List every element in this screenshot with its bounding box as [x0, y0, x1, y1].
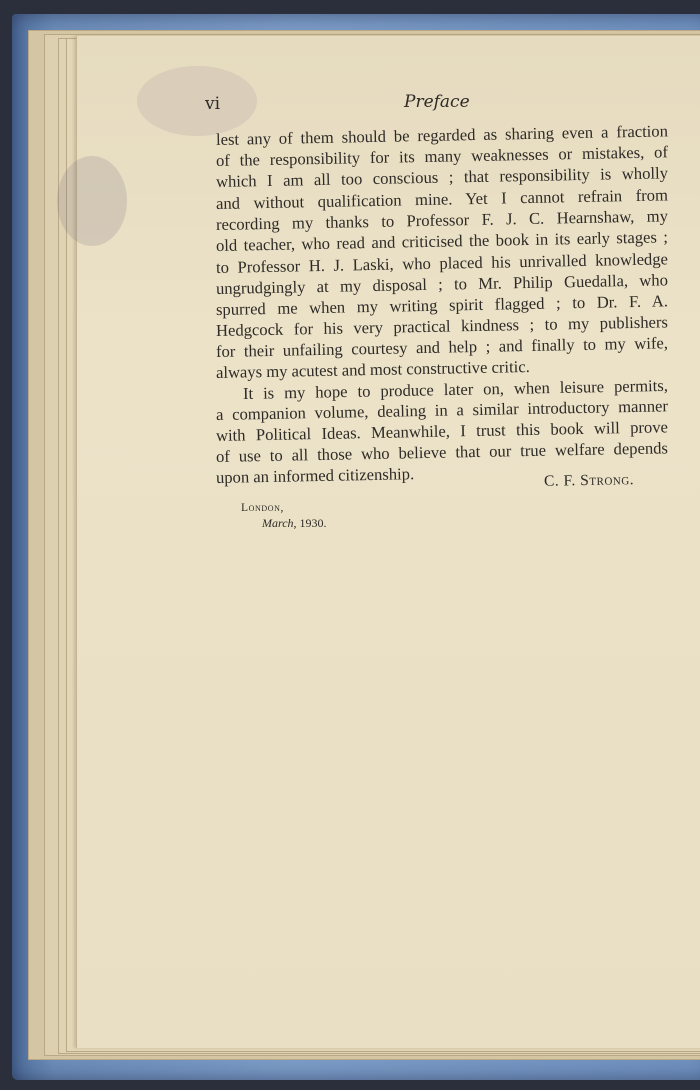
running-head: Preface: [404, 92, 470, 112]
text-line: which I am all too conscious ; that responsibility is wholly: [215, 163, 669, 191]
place-name: London,: [241, 502, 284, 514]
text-line: recording my thanks to Professor F. J. C. Hearnshaw, my: [215, 206, 669, 234]
text-line: It is my hope to produce later on, when leisure permits,: [242, 375, 669, 403]
page-number: vi: [205, 94, 221, 114]
text-line: of the responsibility for its many weaknesses or mistakes, of: [215, 142, 669, 170]
date-year: 1930.: [299, 516, 327, 530]
date-month: March,: [262, 516, 297, 530]
text-line: and without qualification mine. Yet I cannot refrain from: [215, 185, 669, 213]
text-line: upon an informed citizenship.: [215, 464, 415, 487]
text-line: of use to all those who believe that our true welfare depends: [215, 438, 669, 466]
text-line: spurred me when my writing spirit flagged ; to Dr. F. A.: [215, 291, 669, 319]
text-line: to Professor H. J. Laski, who placed his unrivalled knowledge: [215, 249, 669, 277]
text-line: with Political Ideas. Meanwhile, I trust this book will prove: [215, 417, 669, 445]
text-line: ungrudgingly at my disposal ; to Mr. Philip Guedalla, who: [215, 270, 669, 298]
text-line: old teacher, who read and criticised the book in its early stages ;: [215, 227, 669, 255]
text-line: Hedgcock for his very practical kindness ; to my publishers: [215, 312, 669, 340]
text-line: for their unfailing courtesy and help ; and finally to my wife,: [215, 333, 669, 361]
text-line: a companion volume, dealing in a similar introductory manner: [215, 396, 669, 424]
text-line: always my acutest and most constructive critic.: [215, 356, 530, 382]
text-line: lest any of them should be regarded as sharing even a fraction: [215, 121, 669, 149]
page-stain: [57, 156, 127, 246]
author-signature: C. F. Strong.: [543, 471, 635, 490]
preface-date: [262, 516, 327, 531]
page-stain: [137, 66, 257, 136]
